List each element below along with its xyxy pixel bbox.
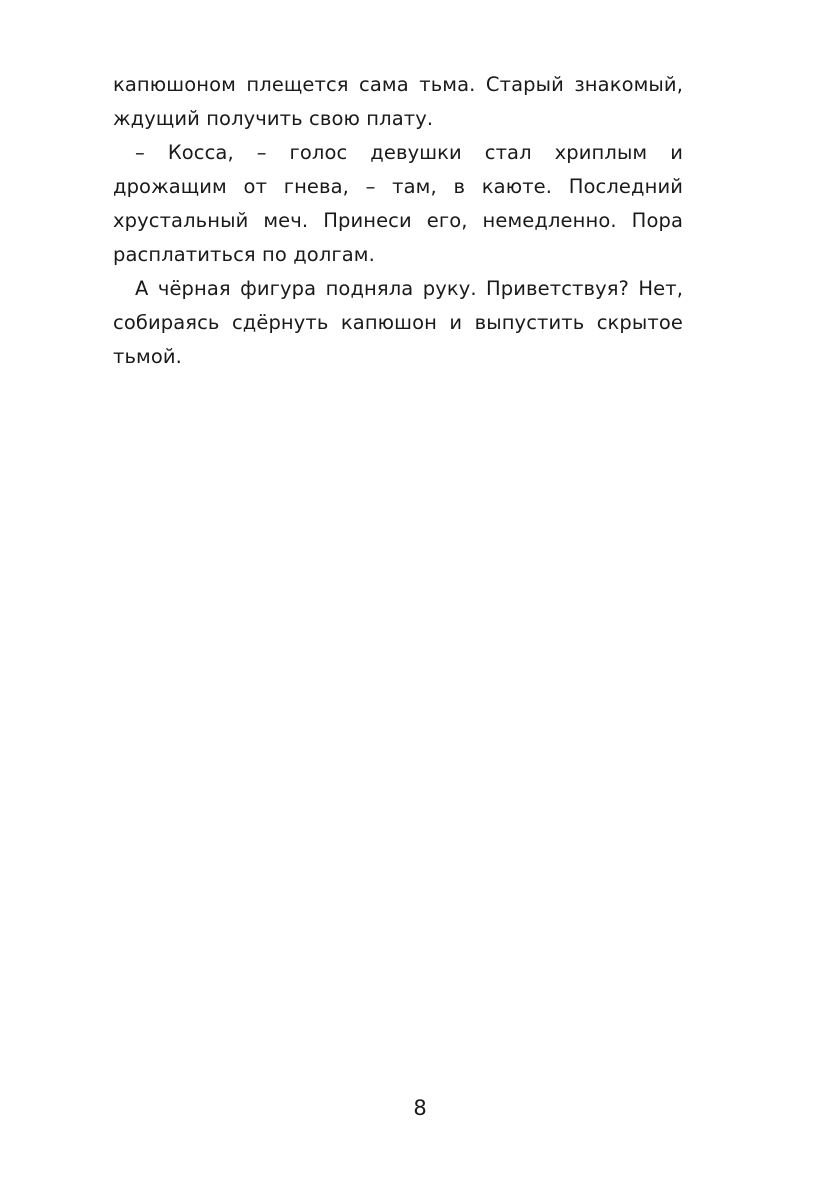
paragraph-narration: А чёрная фигура подняла руку. Приветствуя? Нет, собираясь сдёрнуть капюшон и выпустить скрытое тьмой. <box>113 277 683 368</box>
paragraph-dialogue: – Косса, – голос девушки стал хриплым и дрожащим от гнева, – там, в каюте. Последний хрустальный меч. Принеси его, немедленно. Пора расплатиться по долгам. <box>113 141 683 266</box>
paragraph-continuation: капюшоном плещется сама тьма. Старый знакомый, ждущий получить свою плату. <box>113 73 683 130</box>
page-number: 8 <box>413 1096 427 1120</box>
body-text <box>113 68 683 374</box>
